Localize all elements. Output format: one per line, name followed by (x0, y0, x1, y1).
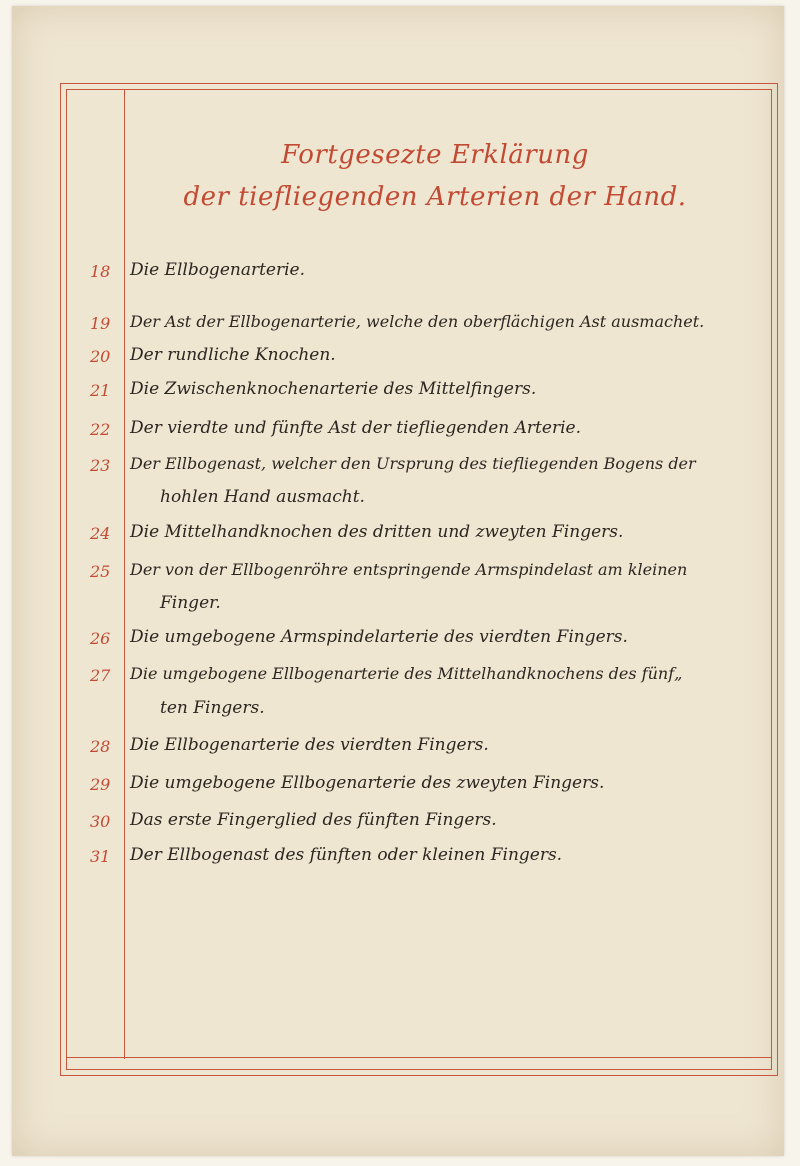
entry-text: Der von der Ellbogenröhre entspringende Armspindelast am kleinen (130, 560, 688, 579)
entry-number: 30 (90, 812, 111, 831)
entry-text: Die Zwischenknochenarterie des Mittelfingers. (130, 379, 537, 399)
entry-text: Die umgebogene Ellbogenarterie des zweyten Fingers. (130, 773, 605, 793)
entry-number: 19 (90, 314, 111, 333)
entry-text: Der rundliche Knochen. (130, 345, 336, 365)
entry-number: 27 (90, 666, 111, 685)
entry-number: 28 (90, 737, 111, 756)
entry-number: 31 (90, 847, 111, 866)
page-title-line-1: Fortgesezte Erklärung (281, 140, 589, 170)
entry-number: 26 (90, 629, 111, 648)
entry-number: 24 (90, 524, 111, 543)
bottom-rule (66, 1057, 772, 1058)
page-title-line-2: der tiefliegenden Arterien der Hand. (183, 182, 687, 212)
entry-text: Die Mittelhandknochen des dritten und zweyten Fingers. (130, 522, 624, 542)
entry-text-continuation: hohlen Hand ausmacht. (160, 487, 365, 507)
entry-number: 21 (90, 381, 111, 400)
entry-text: Der Ast der Ellbogenarterie, welche den oberflächigen Ast ausmachet. (130, 312, 705, 331)
entry-number: 23 (90, 456, 111, 475)
entry-text-continuation: Finger. (160, 593, 221, 613)
entry-number: 18 (90, 262, 111, 281)
entry-text: Die umgebogene Ellbogenarterie des Mittelhandknochens des fünf„ (130, 664, 683, 683)
entry-text-continuation: ten Fingers. (160, 698, 265, 718)
entry-text: Die Ellbogenarterie. (130, 260, 306, 280)
entry-number: 29 (90, 775, 111, 794)
entry-number: 22 (90, 420, 111, 439)
inner-border (66, 89, 772, 1070)
entry-text: Der Ellbogenast, welcher den Ursprung des tiefliegenden Bogens der (130, 454, 696, 473)
entry-text: Das erste Fingerglied des fünften Fingers. (130, 810, 497, 830)
entry-text: Der Ellbogenast des fünften oder kleinen Fingers. (130, 845, 563, 865)
entry-text: Die umgebogene Armspindelarterie des vierdten Fingers. (130, 627, 628, 647)
entry-number: 25 (90, 562, 111, 581)
entry-text: Der vierdte und fünfte Ast der tiefliegenden Arterie. (130, 418, 581, 438)
entry-number: 20 (90, 347, 111, 366)
entry-text: Die Ellbogenarterie des vierdten Fingers. (130, 735, 489, 755)
margin-rule (124, 89, 125, 1059)
